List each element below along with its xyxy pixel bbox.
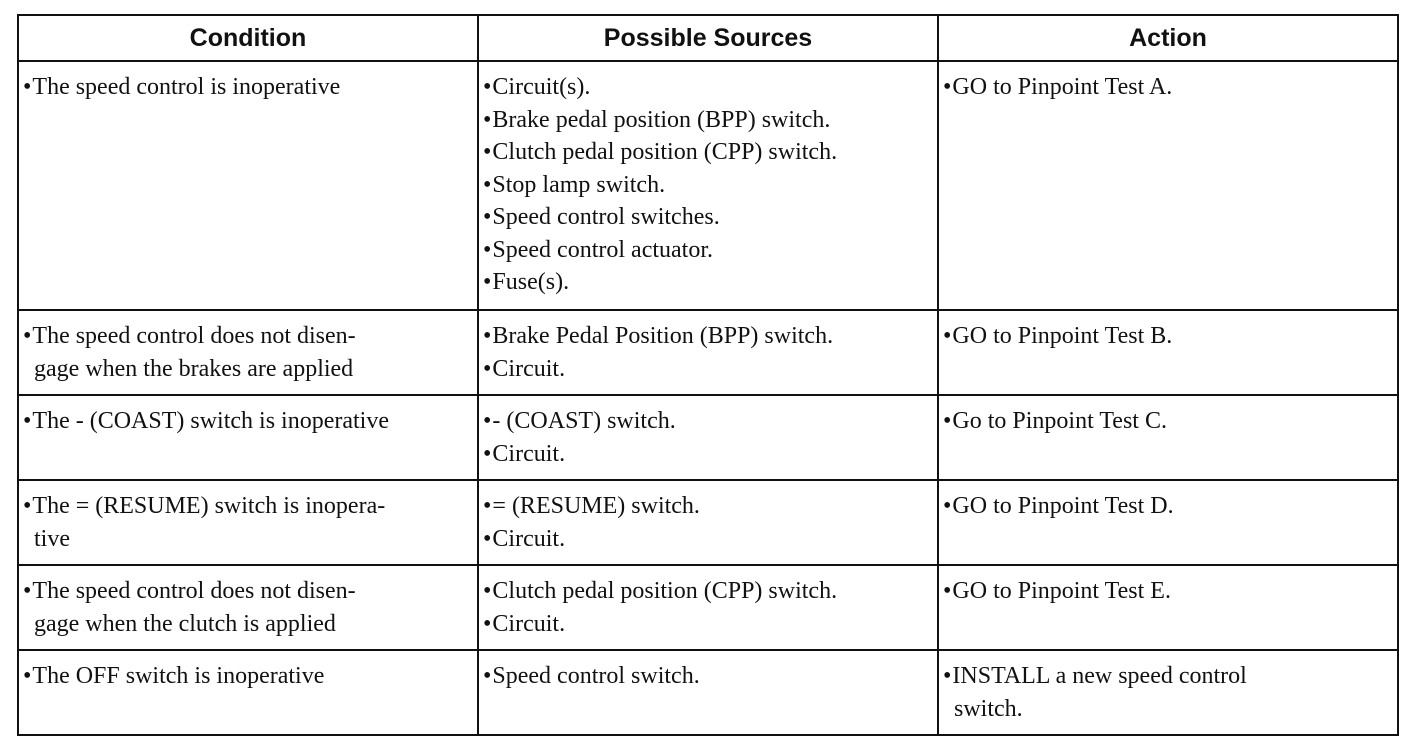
table-row xyxy=(18,480,1398,565)
diagnosis-table xyxy=(17,14,1399,736)
source-item: • Circuit. xyxy=(483,608,933,641)
condition-text: • The speed control is inoperative xyxy=(23,71,473,104)
table-row xyxy=(18,395,1398,480)
action-text: • GO to Pinpoint Test A. xyxy=(943,71,1393,104)
action-text: • GO to Pinpoint Test E. xyxy=(943,575,1393,608)
condition-text: • The OFF switch is inoperative xyxy=(23,660,473,693)
sources-cell xyxy=(478,310,938,395)
condition-text: • The speed control does not disen- xyxy=(23,320,473,353)
condition-text: • The = (RESUME) switch is inopera- xyxy=(23,490,473,523)
condition-text: • The speed control does not disen- xyxy=(23,575,473,608)
source-item: • Brake Pedal Position (BPP) switch. xyxy=(483,320,933,353)
action-cell xyxy=(938,650,1398,735)
table-row xyxy=(18,61,1398,310)
condition-text-continued: tive xyxy=(34,525,70,552)
table-row xyxy=(18,650,1398,735)
action-text: • GO to Pinpoint Test B. xyxy=(943,320,1393,353)
action-cell xyxy=(938,310,1398,395)
source-item: • Stop lamp switch. xyxy=(483,169,933,202)
source-item: • Clutch pedal position (CPP) switch. xyxy=(483,136,933,169)
source-item: • Speed control actuator. xyxy=(483,234,933,267)
source-item: • - (COAST) switch. xyxy=(483,405,933,438)
source-item: • Speed control switches. xyxy=(483,201,933,234)
source-item: • Circuit. xyxy=(483,523,933,556)
sources-cell xyxy=(478,480,938,565)
action-cell xyxy=(938,61,1398,310)
source-item: • Circuit(s). xyxy=(483,71,933,104)
header-condition: Condition xyxy=(18,15,478,61)
condition-cell xyxy=(18,61,478,310)
header-action: Action xyxy=(938,15,1398,61)
source-item: • Clutch pedal position (CPP) switch. xyxy=(483,575,933,608)
condition-cell xyxy=(18,565,478,650)
source-item: • Circuit. xyxy=(483,353,933,386)
condition-text-continued: gage when the clutch is applied xyxy=(34,610,336,637)
condition-cell xyxy=(18,480,478,565)
condition-cell xyxy=(18,395,478,480)
action-cell xyxy=(938,395,1398,480)
sources-cell xyxy=(478,61,938,310)
table-row xyxy=(18,310,1398,395)
header-possible-sources: Possible Sources xyxy=(478,15,938,61)
sources-cell xyxy=(478,395,938,480)
header-row xyxy=(18,15,1398,61)
sources-cell xyxy=(478,650,938,735)
condition-text: • The - (COAST) switch is inoperative xyxy=(23,405,473,438)
action-cell xyxy=(938,480,1398,565)
condition-text-continued: gage when the brakes are applied xyxy=(34,355,354,382)
table-row xyxy=(18,565,1398,650)
source-item: • Circuit. xyxy=(483,438,933,471)
action-text: • GO to Pinpoint Test D. xyxy=(943,490,1393,523)
sources-cell xyxy=(478,565,938,650)
condition-cell xyxy=(18,310,478,395)
source-item: • Brake pedal position (BPP) switch. xyxy=(483,104,933,137)
action-cell xyxy=(938,565,1398,650)
source-item: • = (RESUME) switch. xyxy=(483,490,933,523)
source-item: • Speed control switch. xyxy=(483,660,933,693)
action-text: • INSTALL a new speed control xyxy=(943,660,1393,693)
condition-cell xyxy=(18,650,478,735)
source-item: • Fuse(s). xyxy=(483,266,933,299)
action-text-continued: switch. xyxy=(954,695,1023,722)
action-text: • Go to Pinpoint Test C. xyxy=(943,405,1393,438)
